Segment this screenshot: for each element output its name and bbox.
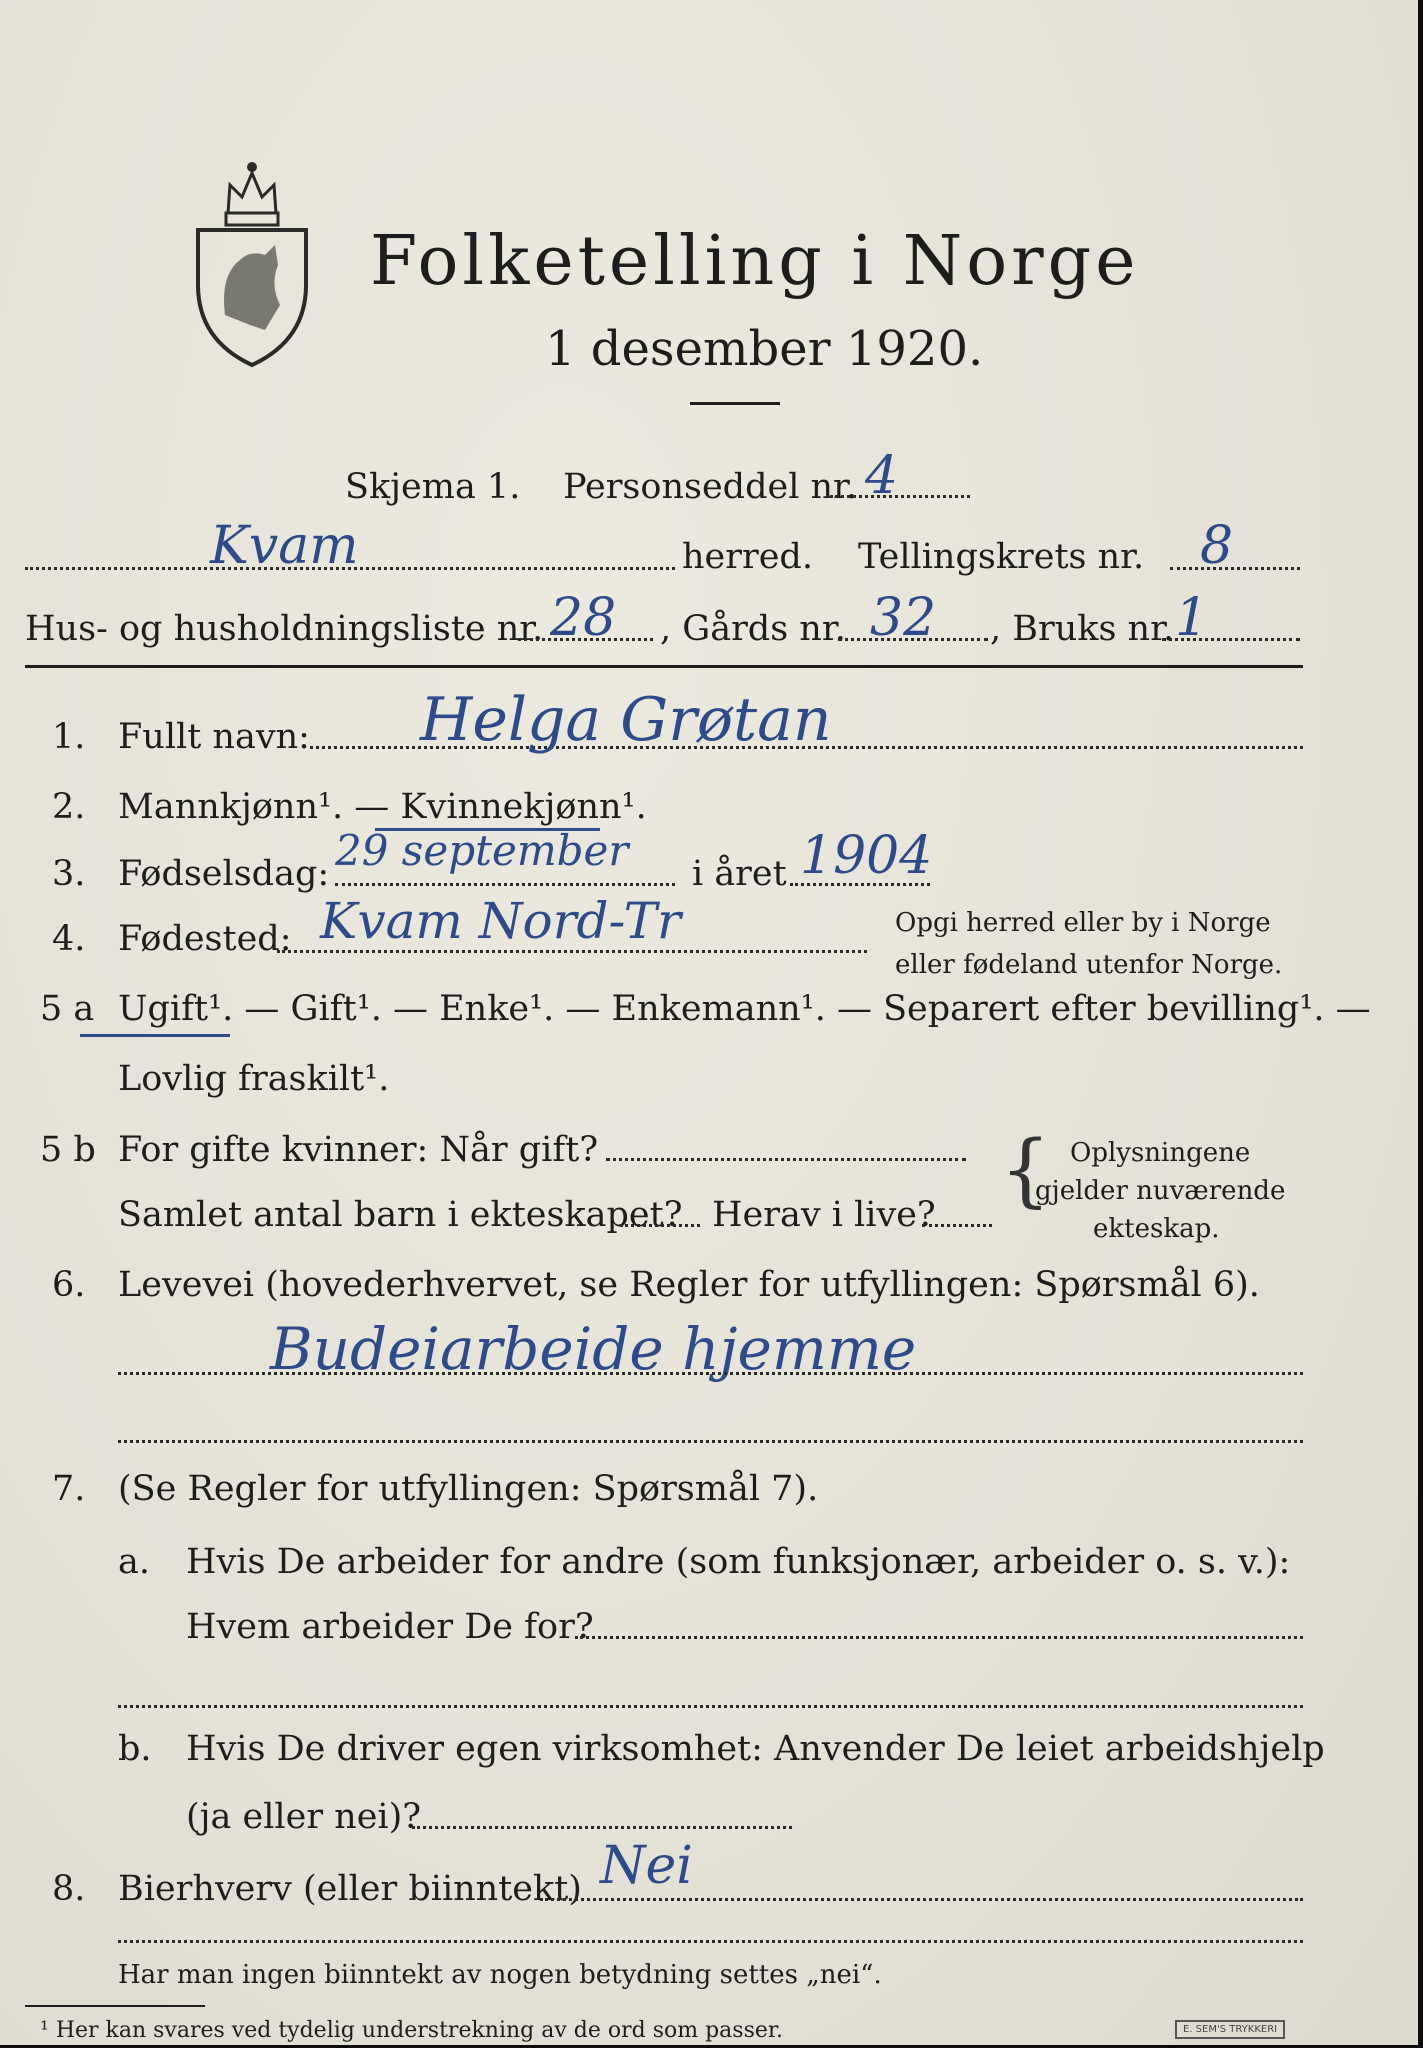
form-title: Folketelling i Norge <box>370 222 1140 301</box>
personseddel-value: 4 <box>865 446 899 506</box>
q5b-line2a: Samlet antal barn i ekteskapet? <box>118 1195 683 1235</box>
q2-text: Mannkjønn¹. — Kvinnekjønn¹. <box>118 787 647 827</box>
q5b-children-line <box>620 1224 700 1227</box>
q5b-line2b: Herav i live? <box>712 1195 936 1235</box>
q5b-married-line <box>606 1158 966 1161</box>
q6-value: Budeiarbeide hjemme <box>270 1315 917 1383</box>
q5b-note-2: gjelder nuværende <box>1035 1176 1286 1206</box>
husliste-value: 28 <box>550 588 617 648</box>
bruks-value: 1 <box>1175 588 1209 648</box>
q5a-number: 5 a <box>40 989 95 1029</box>
census-date: 1 desember 1920. <box>545 321 984 377</box>
q7b-line2: (ja eller nei)? <box>186 1797 422 1837</box>
q7a-line2: Hvem arbeider De for? <box>186 1607 594 1647</box>
herred-label: herred. <box>682 537 813 577</box>
footnote-divider <box>25 2005 205 2007</box>
q7b-line1: Hvis De driver egen virksomhet: Anvender De leiet arbeidshjelp <box>186 1729 1325 1769</box>
footer-note: Har man ingen biinntekt av nogen betydning settes „nei“. <box>118 1960 882 1990</box>
bruks-label: , Bruks nr. <box>990 609 1175 649</box>
q8-label: Bierhverv (eller biinntekt) <box>118 1869 582 1909</box>
q4-note-2: eller fødeland utenfor Norge. <box>895 950 1283 980</box>
q7-label: (Se Regler for utfyllingen: Spørsmål 7). <box>118 1469 819 1509</box>
coat-of-arms-icon <box>190 155 315 370</box>
q3-line <box>335 883 675 886</box>
q5a-underline <box>80 1034 230 1037</box>
q8-line <box>540 1898 1303 1901</box>
q2-number: 2. <box>52 787 86 827</box>
tellingskrets-value: 8 <box>1200 516 1234 576</box>
q7b-number: b. <box>118 1729 152 1769</box>
tellingskrets-line <box>1170 567 1300 570</box>
personseddel-label: Personseddel nr. <box>563 467 858 507</box>
printer-stamp: E. SEM'S TRYKKERI <box>1175 2020 1285 2039</box>
q5a-line2: Lovlig fraskilt¹. <box>118 1059 390 1099</box>
q1-label: Fullt navn: <box>118 717 310 757</box>
q3-label: Fødselsdag: <box>118 854 330 894</box>
q8-value: Nei <box>600 1836 693 1896</box>
q5b-note-1: Oplysningene <box>1070 1138 1251 1168</box>
q7a-number: a. <box>118 1542 150 1582</box>
q7a-answer-line <box>575 1636 1303 1639</box>
q5b-note-3: ekteskap. <box>1093 1214 1220 1244</box>
husliste-label: Hus- og husholdningsliste nr. <box>25 609 544 649</box>
skjema-label: Skjema 1. <box>345 467 521 507</box>
q5b-line1: For gifte kvinner: Når gift? <box>118 1130 599 1170</box>
personseddel-line <box>830 495 970 498</box>
q4-label: Fødested: <box>118 919 292 959</box>
q4-note-1: Opgi herred eller by i Norge <box>895 908 1271 938</box>
q5b-alive-line <box>922 1224 992 1227</box>
q7-number: 7. <box>52 1469 86 1509</box>
q6-number: 6. <box>52 1265 86 1305</box>
q5a-line1: Ugift¹. — Gift¹. — Enke¹. — Enkemann¹. — Separert efter bevilling¹. — <box>118 989 1371 1029</box>
q8-number: 8. <box>52 1869 86 1909</box>
q7a-answer-line-2 <box>118 1705 1303 1708</box>
q8-line-2 <box>118 1940 1303 1943</box>
q6-line-1 <box>118 1372 1303 1375</box>
q7a-line1: Hvis De arbeider for andre (som funksjonær, arbeider o. s. v.): <box>186 1542 1291 1582</box>
gards-value: 32 <box>870 588 937 648</box>
q5b-brace: { <box>1000 1123 1051 1216</box>
q3-number: 3. <box>52 854 86 894</box>
header-divider <box>25 665 1303 668</box>
title-divider <box>690 402 780 405</box>
q1-value: Helga Grøtan <box>420 685 832 755</box>
tellingskrets-label: Tellingskrets nr. <box>858 537 1145 577</box>
q4-value: Kvam Nord-Tr <box>320 892 681 950</box>
footnote: ¹ Her kan svares ved tydelig understrekning av de ord som passer. <box>40 2018 783 2043</box>
q4-line <box>277 950 867 953</box>
q5b-number: 5 b <box>40 1130 96 1170</box>
q6-label: Levevei (hovederhvervet, se Regler for utfyllingen: Spørsmål 6). <box>118 1265 1260 1305</box>
q6-line-2 <box>118 1440 1303 1443</box>
q3-year-label: i året <box>692 854 787 894</box>
q3-year-value: 1904 <box>800 826 933 886</box>
q1-number: 1. <box>52 717 86 757</box>
q3-value: 29 september <box>335 826 629 875</box>
herred-value: Kvam <box>210 516 359 576</box>
q7b-answer-line <box>412 1826 792 1829</box>
gards-label: , Gårds nr. <box>660 609 846 649</box>
q4-number: 4. <box>52 919 86 959</box>
